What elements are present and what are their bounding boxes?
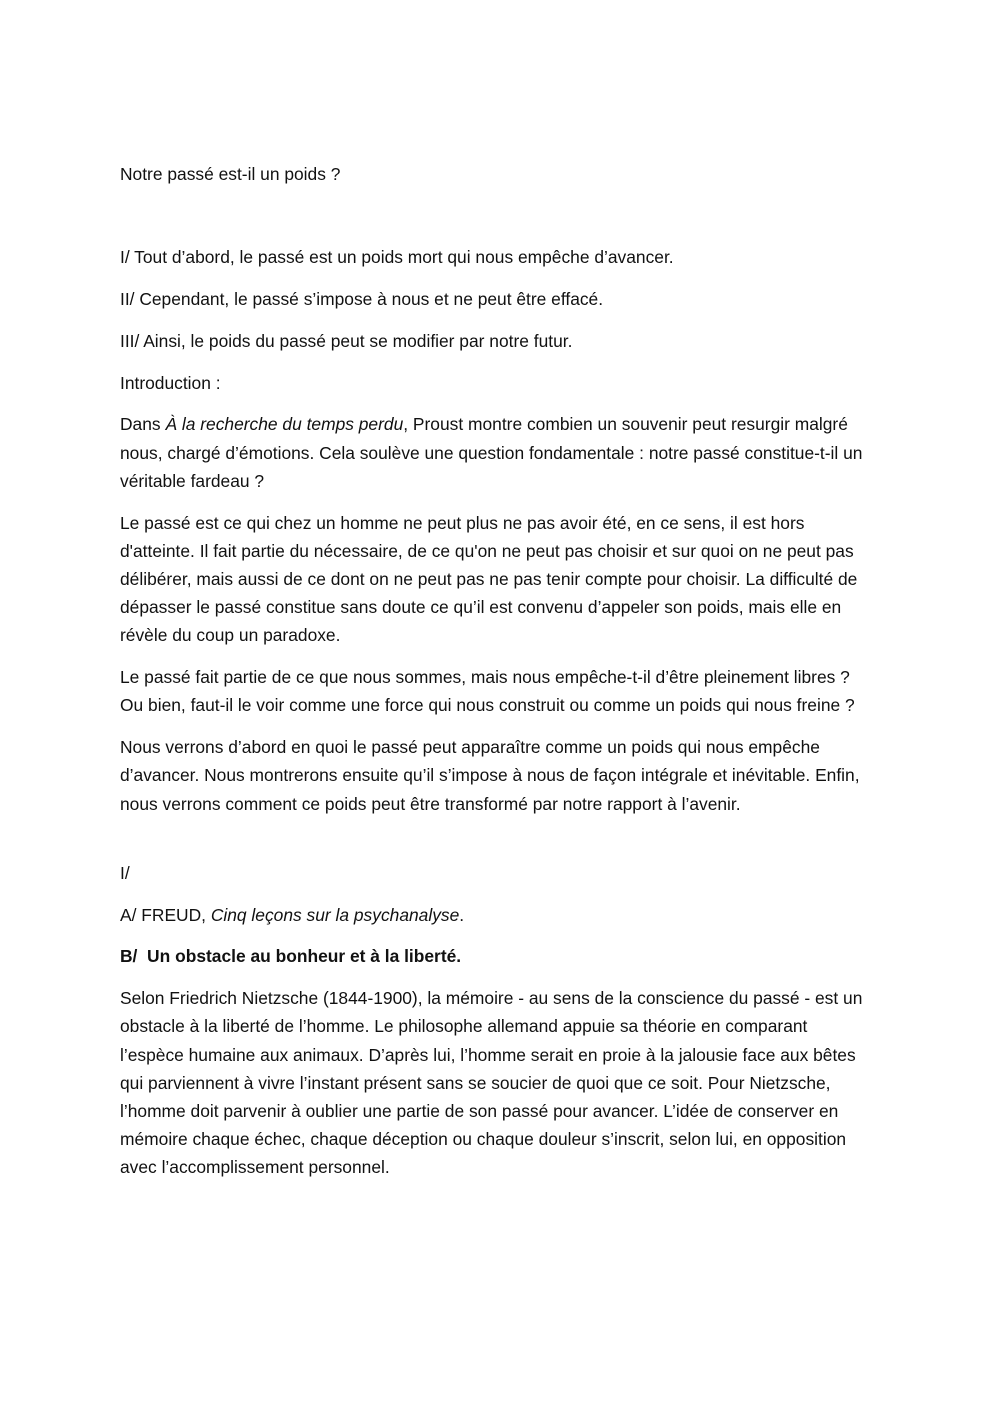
introduction-heading: Introduction : <box>120 372 221 393</box>
plan-item-1: I/ Tout d’abord, le passé est un poids mort qui nous empêche d’avancer. <box>120 247 674 268</box>
subsection-a-suffix: . <box>459 904 465 925</box>
intro-paragraph-3: Le passé fait partie de ce que nous sommes, mais nous empêche-t-il d’être pleinement libres ? Ou bien, faut-il le voir comme une force qui nous construit ou comme un poids qui nous freine ? <box>120 667 855 716</box>
part-1-heading: I/ <box>120 862 130 883</box>
subsection-a <box>120 901 872 929</box>
intro-p1-before: Dans <box>120 414 166 435</box>
plan-item-2: II/ Cependant, le passé s’impose à nous et ne peut être effacé. <box>120 289 604 309</box>
subsection-b-heading: B/ Un obstacle au bonheur et à la liberté. <box>120 946 462 967</box>
intro-paragraph-1 <box>120 410 872 495</box>
document-title: Notre passé est-il un poids ? <box>120 164 341 184</box>
subsection-a-prefix: A/ FREUD, <box>120 904 211 925</box>
document-body <box>120 160 872 1195</box>
proust-work-title: À la recherche du temps perdu <box>165 414 404 435</box>
intro-paragraph-4: Nous verrons d’abord en quoi le passé peut apparaître comme un poids qui nous empêche d’avancer. Nous montrerons ensuite qu’il s’impose à nous de façon intégrale et inévitable. Enfin, nous verrons comment ce poids peut être transformé par notre rapport à l’avenir. <box>120 737 860 814</box>
intro-paragraph-2: Le passé est ce qui chez un homme ne peut plus ne pas avoir été, en ce sens, il est hors d'atteinte. Il fait partie du nécessaire, de ce qu'on ne peut pas choisir et sur quoi on ne peut pas délibérer, mais aussi de ce dont on ne peut pas ne pas tenir compte pour choisir. La difficulté de dépasser le passé constitue sans doute ce qu’il est convenu d’appeler son poids, mais elle en révèle du coup un paradoxe. <box>120 512 858 646</box>
nietzsche-paragraph: Selon Friedrich Nietzsche (1844-1900), la mémoire - au sens de la conscience du passé - est un obstacle à la liberté de l’homme. Le philosophe allemand appuie sa théorie en comparant l’espèce humaine aux animaux. D’après lui, l’homme serait en proie à la jalousie face aux bêtes qui parviennent à vivre l’instant présent sans se soucier de quoi que ce soit. Pour Nietzsche, l’homme doit parvenir à oublier une partie de son passé pour avancer. L’idée de conserver en mémoire chaque échec, chaque déception ou chaque douleur s’inscrit, selon lui, en opposition avec l’accomplissement personnel. <box>120 988 863 1178</box>
plan-item-3: III/ Ainsi, le poids du passé peut se modifier par notre futur. <box>120 330 573 351</box>
freud-work-title: Cinq leçons sur la psychanalyse <box>210 904 460 925</box>
intro-p1-after: , Proust montre combien un souvenir peut resurgir malgré nous, chargé d’émotions. Cela soulève une question fondamentale : notre passé constitue-t-il un véritable fardeau ? <box>120 414 863 491</box>
